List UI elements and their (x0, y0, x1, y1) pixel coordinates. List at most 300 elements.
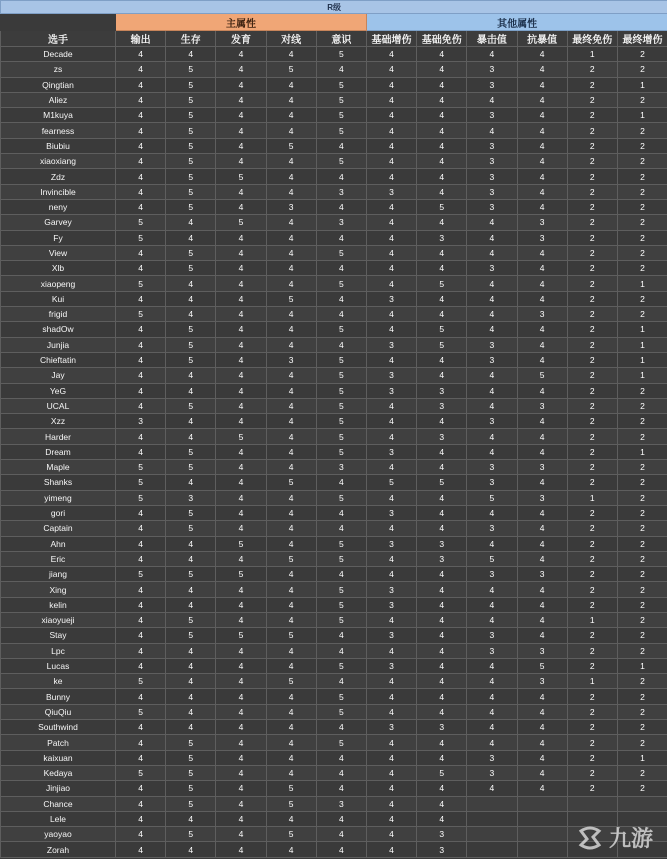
player-name-cell: Xzz (1, 414, 116, 429)
attribute-value-cell: 4 (266, 658, 316, 673)
table-row (1, 460, 667, 475)
attribute-value-cell: 2 (567, 536, 617, 551)
attribute-value-cell: 4 (417, 735, 467, 750)
attribute-value-cell: 4 (467, 444, 517, 459)
attribute-value-cell: 2 (567, 505, 617, 520)
attribute-value-cell: 4 (316, 261, 366, 276)
attribute-value-cell: 4 (166, 674, 216, 689)
attribute-value-cell: 4 (116, 842, 166, 857)
attribute-value-cell: 2 (617, 720, 667, 735)
player-name-cell: zs (1, 62, 116, 77)
table-row (1, 582, 667, 597)
table-row (1, 291, 667, 306)
attribute-value-cell: 4 (116, 429, 166, 444)
attribute-value-cell: 3 (316, 184, 366, 199)
attribute-value-cell: 4 (366, 276, 416, 291)
attribute-value-cell: 4 (316, 138, 366, 153)
attribute-value-cell: 3 (517, 460, 567, 475)
attribute-value-cell: 2 (617, 551, 667, 566)
player-name-cell: kelin (1, 597, 116, 612)
attribute-value-cell: 3 (467, 337, 517, 352)
attribute-value-cell: 4 (517, 720, 567, 735)
attribute-value-cell: 4 (467, 429, 517, 444)
attribute-value-cell: 4 (266, 383, 316, 398)
attribute-value-cell: 2 (617, 612, 667, 627)
attribute-value-cell: 4 (417, 567, 467, 582)
attribute-value-cell: 4 (316, 169, 366, 184)
table-row (1, 735, 667, 750)
attribute-value-cell: 4 (116, 628, 166, 643)
attribute-value-cell: 4 (366, 827, 416, 842)
attribute-value-cell: 4 (517, 199, 567, 214)
group-spacer (1, 14, 116, 31)
attribute-value-cell: 2 (617, 628, 667, 643)
attribute-value-cell: 4 (266, 720, 316, 735)
attribute-value-cell: 4 (116, 735, 166, 750)
attribute-value-cell: 4 (216, 475, 266, 490)
table-row (1, 92, 667, 107)
attribute-value-cell: 3 (467, 62, 517, 77)
attribute-value-cell: 4 (467, 276, 517, 291)
attribute-value-cell: 4 (467, 368, 517, 383)
attribute-value-cell: 4 (216, 444, 266, 459)
attribute-value-cell: 2 (617, 689, 667, 704)
attribute-value-cell: 4 (266, 398, 316, 413)
player-name-cell: jiang (1, 567, 116, 582)
attribute-value-cell: 4 (116, 77, 166, 92)
attribute-value-cell: 5 (166, 62, 216, 77)
attribute-value-cell: 4 (266, 536, 316, 551)
table-row (1, 230, 667, 245)
attribute-value-cell: 5 (166, 567, 216, 582)
attribute-value-cell: 4 (216, 276, 266, 291)
attribute-value-cell (617, 796, 667, 811)
attribute-value-cell: 5 (166, 245, 216, 260)
attribute-value-cell: 4 (166, 47, 216, 62)
attribute-value-cell: 4 (417, 628, 467, 643)
attribute-value-cell: 3 (417, 230, 467, 245)
attribute-value-cell: 5 (316, 658, 366, 673)
attribute-value-cell: 5 (166, 261, 216, 276)
attribute-value-cell: 5 (166, 154, 216, 169)
attribute-value-cell: 4 (517, 750, 567, 765)
attribute-value-cell: 2 (567, 398, 617, 413)
column-header: 输出 (116, 31, 166, 47)
player-name-cell: YeG (1, 383, 116, 398)
attribute-value-cell: 2 (567, 138, 617, 153)
attribute-value-cell: 3 (467, 475, 517, 490)
column-header: 对线 (266, 31, 316, 47)
attribute-value-cell: 5 (166, 521, 216, 536)
attribute-value-cell: 4 (116, 169, 166, 184)
attribute-value-cell: 4 (216, 735, 266, 750)
attribute-value-cell: 4 (366, 567, 416, 582)
attribute-value-cell: 4 (316, 337, 366, 352)
attribute-value-cell: 4 (216, 92, 266, 107)
attribute-value-cell: 4 (467, 215, 517, 230)
player-name-cell: Dream (1, 444, 116, 459)
attribute-value-cell: 4 (417, 750, 467, 765)
attribute-value-cell: 5 (116, 567, 166, 582)
attribute-value-cell: 4 (166, 276, 216, 291)
attribute-value-cell: 2 (617, 261, 667, 276)
attribute-value-cell: 5 (316, 92, 366, 107)
attribute-value-cell: 4 (316, 827, 366, 842)
attribute-value-cell: 4 (266, 245, 316, 260)
attribute-value-cell: 4 (166, 291, 216, 306)
attribute-value-cell (467, 842, 517, 857)
attribute-value-cell: 5 (316, 444, 366, 459)
attribute-value-cell: 4 (467, 307, 517, 322)
attribute-value-cell: 2 (567, 582, 617, 597)
attribute-value-cell: 2 (567, 62, 617, 77)
attribute-value-cell: 5 (166, 827, 216, 842)
attribute-value-cell: 4 (216, 796, 266, 811)
player-name-cell: kaixuan (1, 750, 116, 765)
attribute-value-cell: 4 (166, 475, 216, 490)
attribute-value-cell: 4 (116, 291, 166, 306)
attribute-value-cell: 2 (617, 230, 667, 245)
attribute-value-cell: 4 (316, 307, 366, 322)
attribute-value-cell: 5 (166, 628, 216, 643)
attribute-value-cell: 4 (366, 750, 416, 765)
attribute-value-cell: 4 (266, 92, 316, 107)
attribute-value-cell: 4 (517, 47, 567, 62)
attribute-value-cell: 4 (467, 720, 517, 735)
attribute-value-cell: 2 (567, 337, 617, 352)
attribute-value-cell: 4 (467, 597, 517, 612)
attribute-value-cell: 2 (567, 322, 617, 337)
player-name-cell: Patch (1, 735, 116, 750)
attribute-value-cell: 2 (617, 536, 667, 551)
attribute-value-cell: 4 (366, 460, 416, 475)
attribute-value-cell: 2 (617, 138, 667, 153)
table-row (1, 47, 667, 62)
attribute-value-cell (467, 811, 517, 826)
player-name-cell: Biubiu (1, 138, 116, 153)
table-row (1, 765, 667, 780)
attribute-value-cell: 4 (467, 47, 517, 62)
attribute-value-cell: 4 (467, 582, 517, 597)
attribute-value-cell: 3 (467, 643, 517, 658)
attribute-value-cell: 5 (266, 827, 316, 842)
column-header: 最终免伤 (567, 31, 617, 47)
attribute-value-cell: 3 (116, 414, 166, 429)
player-name-cell: ke (1, 674, 116, 689)
attribute-value-cell: 3 (467, 184, 517, 199)
attribute-value-cell: 3 (467, 199, 517, 214)
attribute-value-cell: 5 (417, 276, 467, 291)
attribute-value-cell: 4 (116, 123, 166, 138)
attribute-value-cell: 2 (567, 750, 617, 765)
attribute-value-cell: 2 (617, 245, 667, 260)
attribute-value-cell: 4 (116, 643, 166, 658)
attribute-value-cell: 5 (316, 704, 366, 719)
attribute-value-cell: 5 (316, 47, 366, 62)
attribute-value-cell: 4 (266, 307, 316, 322)
table-row (1, 704, 667, 719)
attribute-value-cell: 5 (266, 475, 316, 490)
column-header: 意识 (316, 31, 366, 47)
attribute-value-cell: 4 (366, 735, 416, 750)
attribute-value-cell: 5 (166, 444, 216, 459)
attribute-value-cell: 4 (116, 92, 166, 107)
player-name-cell: Garvey (1, 215, 116, 230)
player-name-cell: QiuQiu (1, 704, 116, 719)
attribute-value-cell: 1 (617, 658, 667, 673)
attribute-value-cell: 5 (266, 291, 316, 306)
player-name-cell: Jinjiao (1, 781, 116, 796)
player-name-cell: Junjia (1, 337, 116, 352)
table-row (1, 521, 667, 536)
attribute-value-cell: 4 (116, 521, 166, 536)
attribute-value-cell: 4 (417, 582, 467, 597)
table-row (1, 307, 667, 322)
attribute-value-cell: 4 (166, 383, 216, 398)
player-name-cell: xiaoyueji (1, 612, 116, 627)
attribute-value-cell: 1 (617, 108, 667, 123)
attribute-value-cell: 4 (266, 276, 316, 291)
attribute-value-cell: 4 (517, 781, 567, 796)
attribute-value-cell: 5 (266, 674, 316, 689)
player-name-cell: Xing (1, 582, 116, 597)
player-name-cell: neny (1, 199, 116, 214)
attribute-value-cell: 4 (417, 245, 467, 260)
attribute-value-cell: 1 (617, 77, 667, 92)
attribute-value-cell: 5 (266, 138, 316, 153)
table-row (1, 154, 667, 169)
attribute-value-cell: 4 (467, 735, 517, 750)
attribute-value-cell: 2 (617, 154, 667, 169)
attribute-value-cell: 5 (166, 796, 216, 811)
table-row (1, 429, 667, 444)
attribute-value-cell: 3 (467, 460, 517, 475)
attribute-value-cell: 2 (567, 551, 617, 566)
attribute-value-cell: 4 (166, 643, 216, 658)
attribute-value-cell: 4 (116, 658, 166, 673)
attribute-value-cell: 4 (517, 77, 567, 92)
attribute-value-cell: 5 (316, 612, 366, 627)
attribute-value-cell: 4 (366, 842, 416, 857)
attribute-value-cell: 4 (216, 307, 266, 322)
attribute-value-cell: 4 (366, 551, 416, 566)
attribute-value-cell: 4 (366, 230, 416, 245)
attribute-value-cell: 4 (366, 47, 416, 62)
table-row (1, 199, 667, 214)
attribute-value-cell: 4 (316, 750, 366, 765)
attribute-value-cell: 4 (266, 597, 316, 612)
attribute-value-cell: 4 (216, 521, 266, 536)
attribute-value-cell: 2 (617, 169, 667, 184)
attribute-value-cell: 4 (366, 612, 416, 627)
attribute-value-cell: 4 (366, 398, 416, 413)
attribute-value-cell: 4 (216, 77, 266, 92)
attribute-value-cell: 4 (417, 490, 467, 505)
table-row (1, 536, 667, 551)
attribute-value-cell: 4 (517, 582, 567, 597)
attribute-value-cell: 4 (366, 261, 416, 276)
attribute-value-cell: 4 (266, 567, 316, 582)
attribute-value-cell: 4 (366, 215, 416, 230)
attribute-value-cell: 4 (266, 230, 316, 245)
table-row (1, 658, 667, 673)
attribute-value-cell: 4 (116, 612, 166, 627)
table-row (1, 689, 667, 704)
attribute-value-cell: 4 (366, 521, 416, 536)
attribute-value-cell: 3 (366, 291, 416, 306)
attribute-value-cell: 2 (617, 505, 667, 520)
attribute-value-cell: 4 (266, 490, 316, 505)
attribute-value-cell: 4 (316, 291, 366, 306)
attribute-value-cell: 4 (216, 62, 266, 77)
table-row (1, 674, 667, 689)
attribute-value-cell: 4 (517, 414, 567, 429)
attribute-value-cell: 4 (116, 398, 166, 413)
attribute-value-cell: 3 (467, 750, 517, 765)
attribute-value-cell: 5 (216, 429, 266, 444)
attribute-value-cell: 4 (116, 505, 166, 520)
attribute-value-cell: 4 (216, 765, 266, 780)
attribute-value-cell: 5 (166, 765, 216, 780)
attribute-value-cell: 4 (467, 398, 517, 413)
attribute-value-cell: 4 (216, 368, 266, 383)
attribute-value-cell: 4 (216, 750, 266, 765)
attribute-value-cell: 4 (216, 827, 266, 842)
attribute-value-cell: 5 (316, 429, 366, 444)
attribute-value-cell: 3 (266, 199, 316, 214)
attribute-value-cell: 3 (517, 307, 567, 322)
attribute-value-cell: 4 (116, 536, 166, 551)
table-row (1, 276, 667, 291)
table-row (1, 567, 667, 582)
attribute-value-cell: 2 (567, 276, 617, 291)
attribute-value-cell: 5 (467, 490, 517, 505)
table-row (1, 352, 667, 367)
attribute-value-cell: 5 (316, 398, 366, 413)
attribute-value-cell: 4 (266, 322, 316, 337)
attribute-value-cell: 4 (517, 612, 567, 627)
table-row (1, 261, 667, 276)
attribute-value-cell: 4 (266, 184, 316, 199)
attribute-value-cell: 5 (316, 582, 366, 597)
player-name-cell: yimeng (1, 490, 116, 505)
table-row (1, 490, 667, 505)
attribute-value-cell: 2 (567, 307, 617, 322)
table-row (1, 398, 667, 413)
attribute-value-cell: 5 (417, 322, 467, 337)
attribute-value-cell: 4 (467, 612, 517, 627)
attribute-value-cell: 4 (366, 154, 416, 169)
attribute-value-cell: 4 (467, 123, 517, 138)
attribute-value-cell: 4 (216, 460, 266, 475)
attribute-value-cell: 2 (567, 704, 617, 719)
attribute-value-cell: 4 (266, 77, 316, 92)
column-header: 基础增伤 (366, 31, 416, 47)
table-row (1, 184, 667, 199)
attribute-value-cell: 4 (316, 811, 366, 826)
table-row (1, 612, 667, 627)
attribute-value-cell: 4 (316, 199, 366, 214)
attribute-value-cell: 4 (417, 674, 467, 689)
attribute-value-cell: 2 (567, 77, 617, 92)
player-name-cell: Lucas (1, 658, 116, 673)
attribute-value-cell: 4 (517, 521, 567, 536)
attribute-value-cell: 4 (366, 322, 416, 337)
column-header-row (1, 31, 667, 47)
attribute-value-cell: 3 (467, 154, 517, 169)
attribute-value-cell: 4 (366, 199, 416, 214)
attribute-value-cell: 4 (316, 521, 366, 536)
attribute-value-cell: 4 (417, 138, 467, 153)
attribute-value-cell: 4 (417, 444, 467, 459)
attribute-value-cell: 4 (366, 108, 416, 123)
attribute-value-cell: 5 (166, 750, 216, 765)
attribute-value-cell: 2 (617, 291, 667, 306)
attribute-value-cell: 4 (116, 811, 166, 826)
table-row (1, 322, 667, 337)
table-row (1, 551, 667, 566)
attribute-value-cell: 2 (567, 735, 617, 750)
attribute-value-cell: 4 (116, 261, 166, 276)
attribute-value-cell: 4 (417, 92, 467, 107)
attribute-value-cell: 4 (116, 138, 166, 153)
attribute-value-cell: 5 (166, 322, 216, 337)
attribute-value-cell: 5 (316, 689, 366, 704)
attribute-value-cell: 4 (417, 77, 467, 92)
attribute-value-cell: 5 (166, 108, 216, 123)
attribute-value-cell: 4 (166, 582, 216, 597)
attribute-value-cell: 2 (567, 368, 617, 383)
attribute-value-cell: 4 (266, 261, 316, 276)
attribute-value-cell: 3 (417, 429, 467, 444)
attribute-value-cell: 4 (266, 123, 316, 138)
attribute-value-cell: 3 (366, 505, 416, 520)
table-row (1, 108, 667, 123)
attribute-value-cell: 4 (266, 704, 316, 719)
attribute-value-cell: 3 (366, 337, 416, 352)
attribute-value-cell: 2 (567, 199, 617, 214)
table-row (1, 842, 667, 857)
attribute-value-cell: 3 (366, 184, 416, 199)
attribute-value-cell: 5 (266, 781, 316, 796)
attribute-value-cell: 4 (366, 490, 416, 505)
attribute-value-cell: 2 (617, 643, 667, 658)
attribute-value-cell: 4 (316, 62, 366, 77)
attribute-value-cell: 3 (417, 551, 467, 566)
attribute-value-cell: 4 (116, 796, 166, 811)
attribute-value-cell: 4 (517, 505, 567, 520)
attribute-value-cell: 5 (316, 108, 366, 123)
attribute-value-cell: 4 (216, 597, 266, 612)
attribute-value-cell: 4 (166, 307, 216, 322)
attribute-value-cell: 4 (366, 429, 416, 444)
attribute-value-cell: 5 (266, 628, 316, 643)
attribute-value-cell: 2 (567, 154, 617, 169)
attribute-value-cell: 4 (517, 184, 567, 199)
attribute-value-cell: 4 (316, 567, 366, 582)
attribute-value-cell: 4 (467, 505, 517, 520)
attribute-value-cell: 3 (517, 674, 567, 689)
attribute-value-cell: 4 (467, 322, 517, 337)
attribute-value-cell: 4 (116, 781, 166, 796)
attribute-value-cell: 4 (166, 689, 216, 704)
attribute-value-cell: 3 (517, 490, 567, 505)
attribute-value-cell: 4 (417, 414, 467, 429)
attribute-value-cell: 3 (366, 582, 416, 597)
attribute-value-cell: 1 (567, 47, 617, 62)
attribute-value-cell: 2 (617, 123, 667, 138)
attribute-value-cell: 4 (517, 337, 567, 352)
